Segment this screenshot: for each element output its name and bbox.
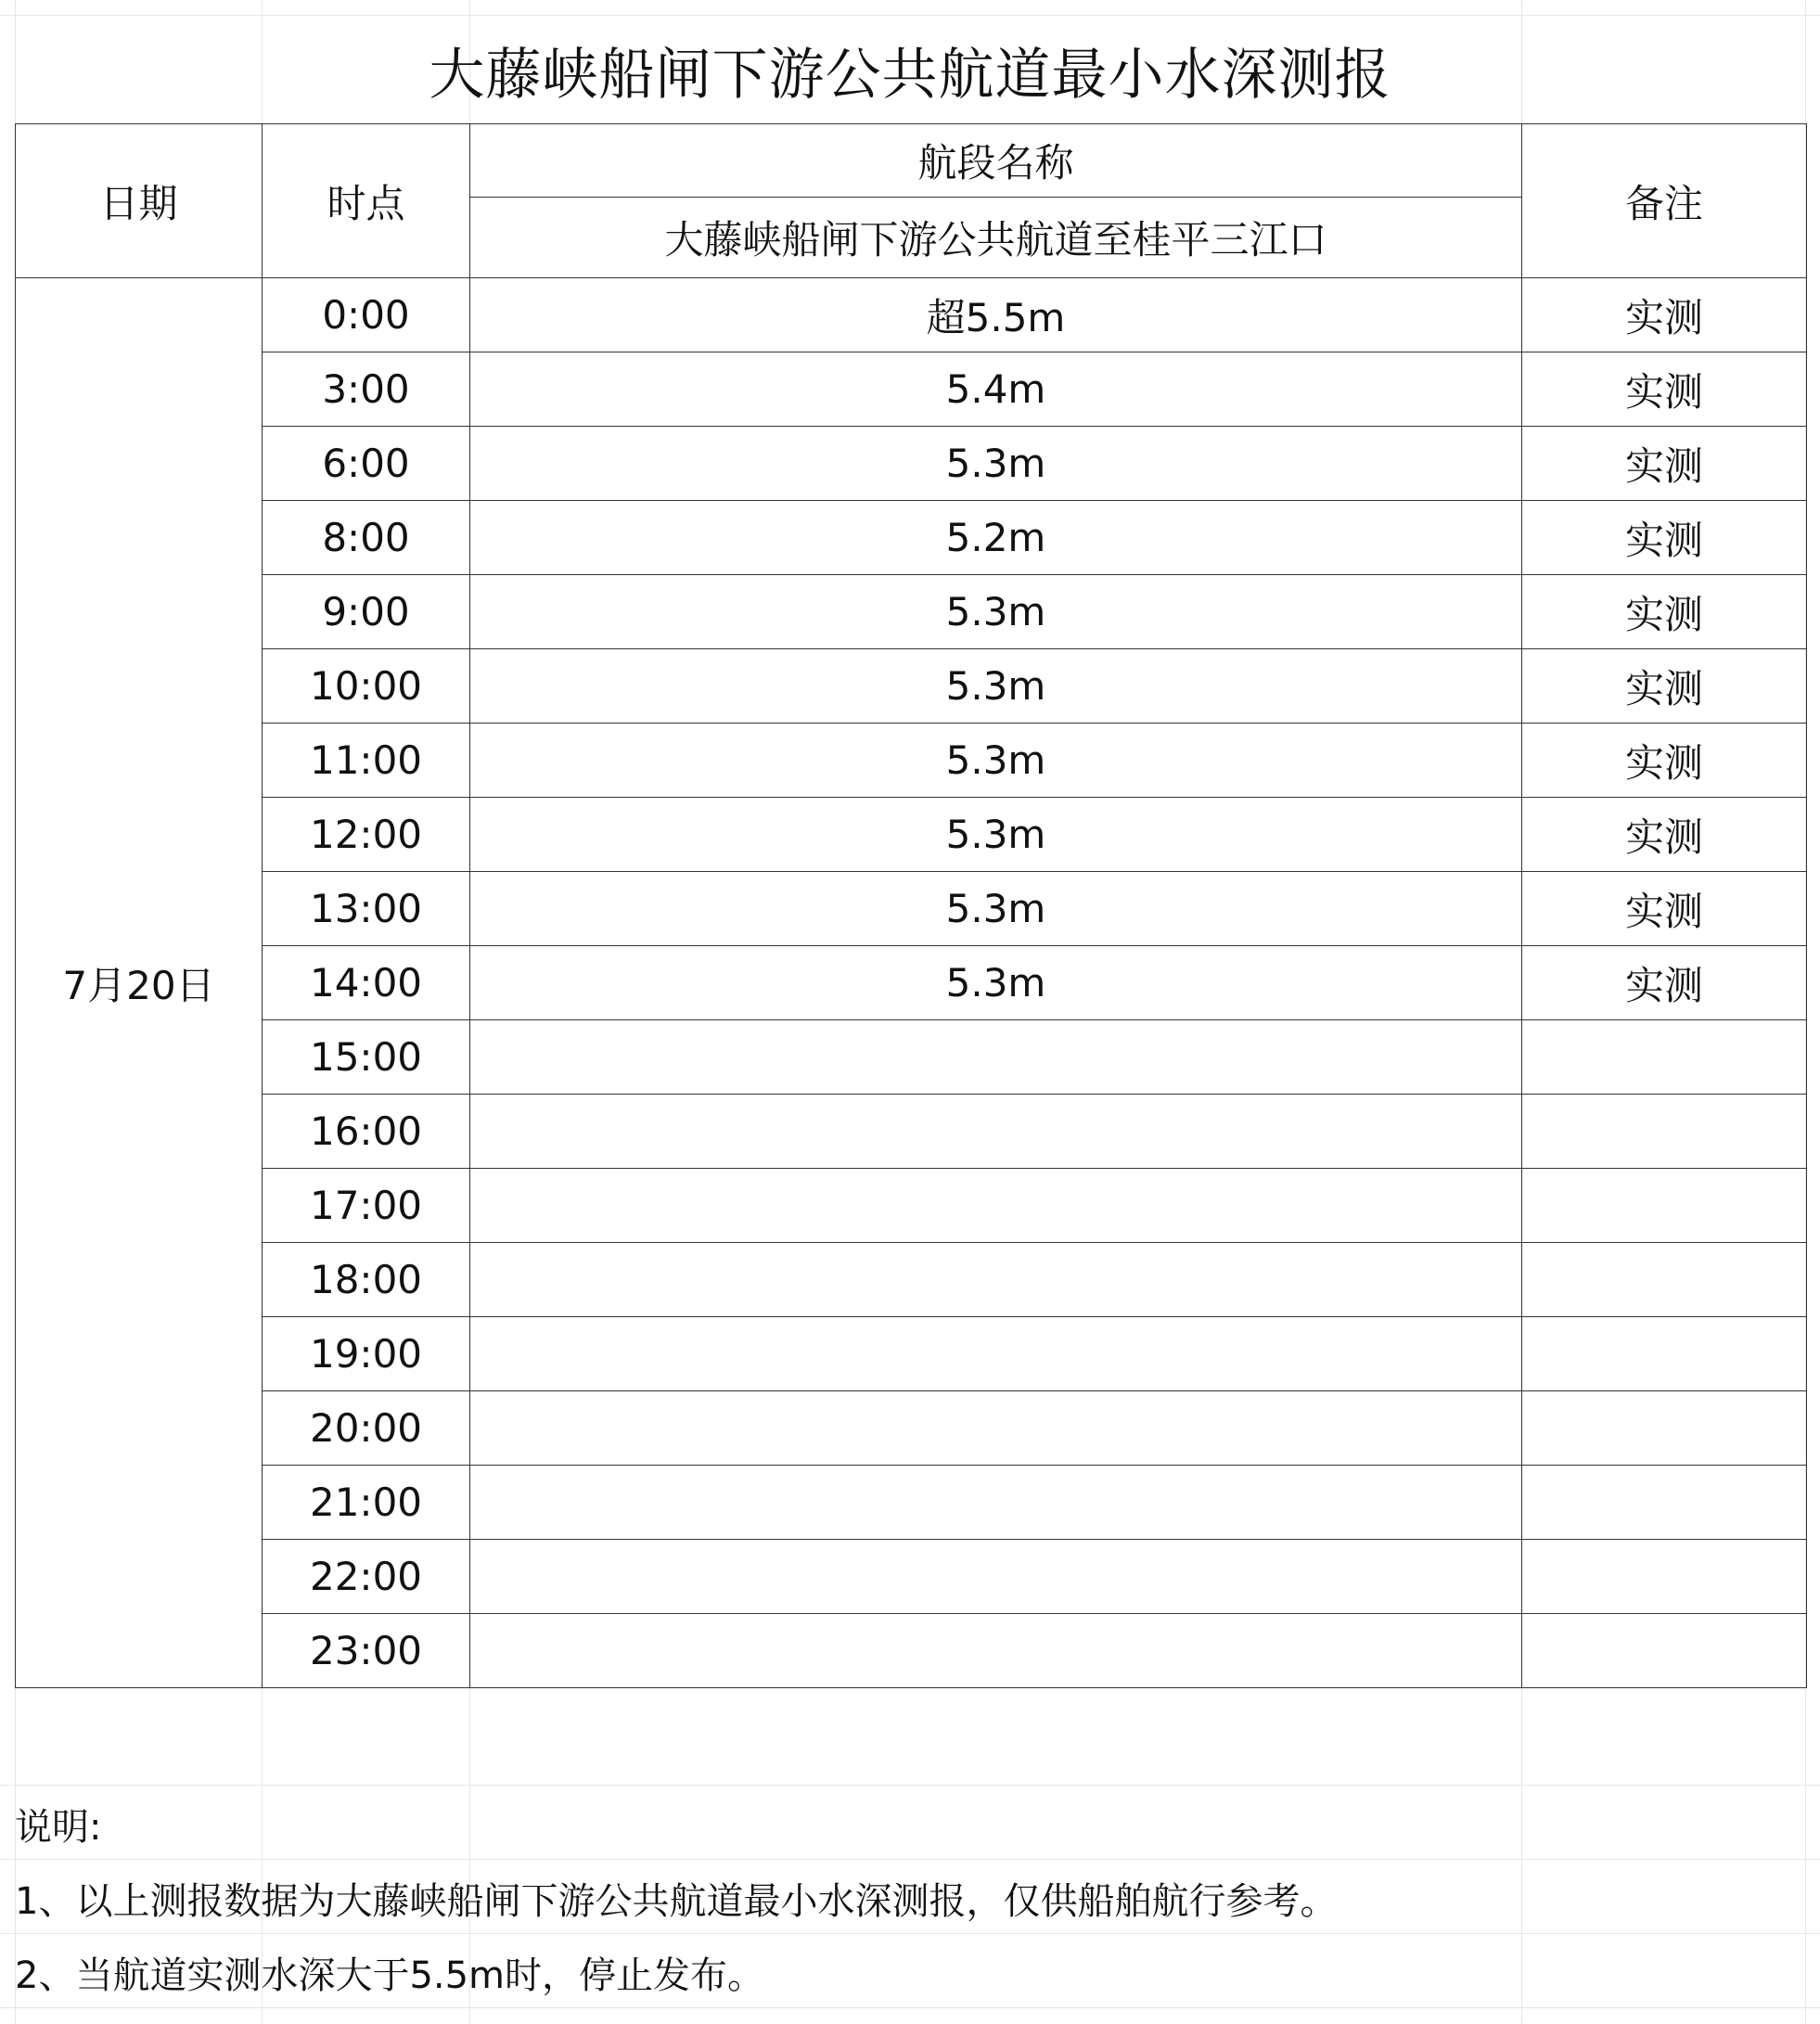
remark-cell bbox=[1522, 1317, 1807, 1391]
remark-cell: 实测 bbox=[1522, 278, 1807, 352]
report-title: 大藤峡船闸下游公共航道最小水深测报 bbox=[429, 43, 1391, 108]
table-row bbox=[16, 798, 1807, 872]
remark-cell bbox=[1522, 1466, 1807, 1540]
remark-cell: 实测 bbox=[1522, 724, 1807, 798]
sheet-gridline bbox=[0, 1785, 1820, 1786]
depth-cell bbox=[470, 1095, 1522, 1169]
remark-cell bbox=[1522, 1095, 1807, 1169]
time-cell: 11:00 bbox=[263, 724, 470, 798]
remark-cell: 实测 bbox=[1522, 352, 1807, 427]
header-date: 日期 bbox=[16, 124, 263, 278]
time-cell: 16:00 bbox=[263, 1095, 470, 1169]
depth-cell: 5.3m bbox=[470, 427, 1522, 501]
notes-heading: 说明: bbox=[15, 1806, 102, 1849]
time-cell: 13:00 bbox=[263, 872, 470, 946]
time-cell: 22:00 bbox=[263, 1540, 470, 1614]
time-cell: 14:00 bbox=[263, 946, 470, 1020]
table-row bbox=[16, 501, 1807, 575]
depth-cell: 5.3m bbox=[470, 575, 1522, 649]
depth-cell: 超5.5m bbox=[470, 278, 1522, 352]
depth-cell bbox=[470, 1243, 1522, 1317]
time-cell: 17:00 bbox=[263, 1169, 470, 1243]
remark-cell: 实测 bbox=[1522, 649, 1807, 724]
time-cell: 10:00 bbox=[263, 649, 470, 724]
sheet-gridline bbox=[0, 1859, 1820, 1860]
depth-cell bbox=[470, 1020, 1522, 1095]
table-row bbox=[16, 1095, 1807, 1169]
table-row bbox=[16, 724, 1807, 798]
time-cell: 3:00 bbox=[263, 352, 470, 427]
depth-cell: 5.3m bbox=[470, 649, 1522, 724]
table-row bbox=[16, 1466, 1807, 1540]
header-time: 时点 bbox=[263, 124, 470, 278]
depth-cell bbox=[470, 1317, 1522, 1391]
sheet-gridline bbox=[0, 15, 1820, 16]
depth-cell bbox=[470, 1540, 1522, 1614]
sheet-gridline bbox=[0, 2007, 1820, 2008]
time-cell: 6:00 bbox=[263, 427, 470, 501]
remark-cell bbox=[1522, 1169, 1807, 1243]
depth-cell: 5.3m bbox=[470, 798, 1522, 872]
time-cell: 18:00 bbox=[263, 1243, 470, 1317]
depth-cell bbox=[470, 1169, 1522, 1243]
table-row bbox=[16, 278, 1807, 352]
table-row bbox=[16, 352, 1807, 427]
time-cell: 23:00 bbox=[263, 1614, 470, 1688]
remark-cell bbox=[1522, 1243, 1807, 1317]
time-cell: 21:00 bbox=[263, 1466, 470, 1540]
header-segment-group: 航段名称 bbox=[470, 124, 1522, 198]
date-cell: 7月20日 bbox=[16, 278, 263, 1688]
remark-cell: 实测 bbox=[1522, 946, 1807, 1020]
time-cell: 15:00 bbox=[263, 1020, 470, 1095]
depth-report-table bbox=[15, 123, 1807, 1688]
time-cell: 9:00 bbox=[263, 575, 470, 649]
remark-cell bbox=[1522, 1391, 1807, 1466]
time-cell: 19:00 bbox=[263, 1317, 470, 1391]
depth-cell bbox=[470, 1466, 1522, 1540]
header-remark: 备注 bbox=[1522, 124, 1807, 278]
table-row bbox=[16, 649, 1807, 724]
remark-cell bbox=[1522, 1020, 1807, 1095]
depth-cell: 5.3m bbox=[470, 724, 1522, 798]
time-cell: 20:00 bbox=[263, 1391, 470, 1466]
table-row bbox=[16, 1169, 1807, 1243]
depth-cell: 5.4m bbox=[470, 352, 1522, 427]
table-row bbox=[16, 946, 1807, 1020]
table-body bbox=[16, 278, 1807, 1688]
table-row bbox=[16, 1391, 1807, 1466]
table-row bbox=[16, 1243, 1807, 1317]
remark-cell: 实测 bbox=[1522, 501, 1807, 575]
header-segment-name: 大藤峡船闸下游公共航道至桂平三江口 bbox=[470, 198, 1522, 278]
depth-cell: 5.2m bbox=[470, 501, 1522, 575]
note-item-2: 2、当航道实测水深大于5.5m时，停止发布。 bbox=[15, 1954, 765, 1997]
sheet-gridline bbox=[0, 1933, 1820, 1934]
time-cell: 8:00 bbox=[263, 501, 470, 575]
time-cell: 0:00 bbox=[263, 278, 470, 352]
table-row bbox=[16, 427, 1807, 501]
remark-cell: 实测 bbox=[1522, 872, 1807, 946]
remark-cell: 实测 bbox=[1522, 575, 1807, 649]
table-row bbox=[16, 1614, 1807, 1688]
depth-cell bbox=[470, 1614, 1522, 1688]
remark-cell: 实测 bbox=[1522, 798, 1807, 872]
remark-cell: 实测 bbox=[1522, 427, 1807, 501]
remark-cell bbox=[1522, 1614, 1807, 1688]
depth-cell bbox=[470, 1391, 1522, 1466]
depth-cell: 5.3m bbox=[470, 946, 1522, 1020]
table-row bbox=[16, 1540, 1807, 1614]
depth-cell: 5.3m bbox=[470, 872, 1522, 946]
table-row bbox=[16, 1317, 1807, 1391]
table-row bbox=[16, 1020, 1807, 1095]
time-cell: 12:00 bbox=[263, 798, 470, 872]
note-item-1: 1、以上测报数据为大藤峡船闸下游公共航道最小水深测报，仅供船舶航行参考。 bbox=[15, 1880, 1338, 1923]
remark-cell bbox=[1522, 1540, 1807, 1614]
table-row bbox=[16, 872, 1807, 946]
table-row bbox=[16, 575, 1807, 649]
